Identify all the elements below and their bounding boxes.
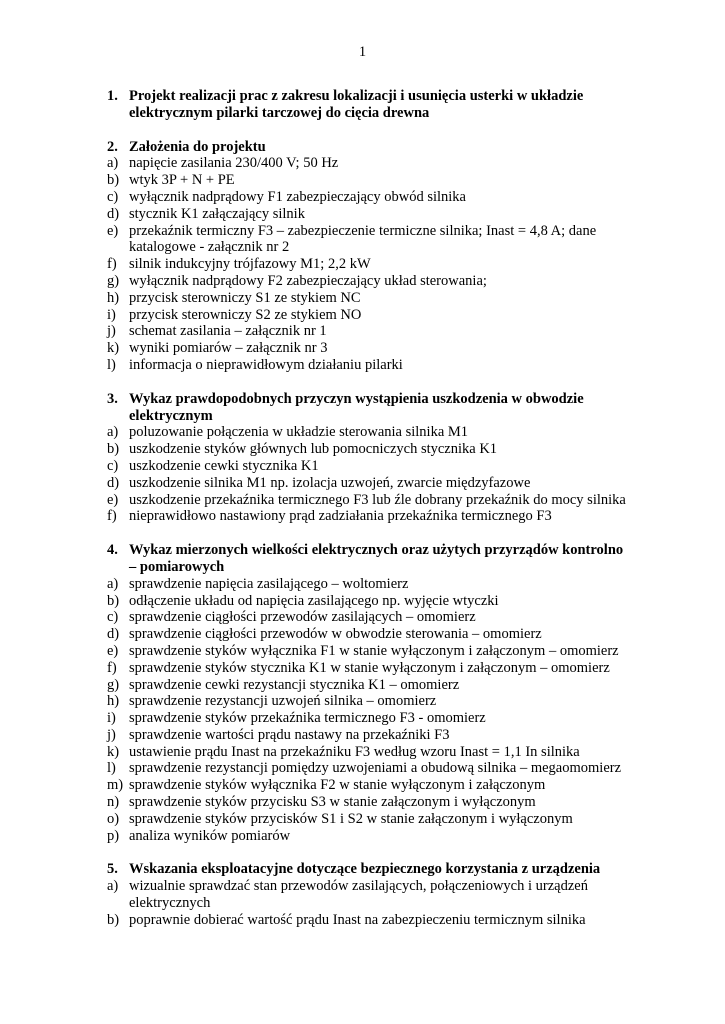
list-item-text: schemat zasilania – załącznik nr 1 (129, 323, 327, 340)
list-item (107, 912, 627, 929)
list-item-marker: b) (107, 441, 120, 458)
list-item (107, 441, 627, 458)
list-item-marker: e) (107, 491, 119, 508)
section-number: 4. (107, 542, 118, 559)
list-item-marker: b) (107, 592, 120, 609)
section-heading (107, 139, 627, 156)
section-2 (107, 139, 627, 374)
section-1 (107, 88, 627, 122)
section-5 (107, 861, 627, 928)
list-item-text: analiza wyników pomiarów (129, 827, 291, 844)
section-heading (107, 861, 627, 878)
list-item (107, 508, 627, 525)
list-item-text: napięcie zasilania 230/400 V; 50 Hz (129, 155, 339, 172)
list-item (107, 172, 627, 189)
list-item (107, 677, 627, 694)
list-item-marker: d) (107, 474, 120, 491)
list-item (107, 357, 627, 374)
list-item (107, 777, 627, 794)
list-item (107, 828, 627, 845)
list-item-text: sprawdzenie rezystancji uzwojeń silnika – omomierz (129, 693, 437, 710)
section-heading (107, 88, 627, 122)
list-item (107, 458, 627, 475)
list-item-marker: i) (107, 306, 116, 323)
list-item-text: wyłącznik nadprądowy F1 zabezpieczający obwód silnika (129, 188, 466, 205)
list-item-marker: l) (107, 760, 116, 777)
list-item-text: uszkodzenie cewki stycznika K1 (129, 457, 319, 474)
section-heading (107, 391, 627, 425)
list-item (107, 643, 627, 660)
list-item-marker: a) (107, 878, 119, 895)
section-title: Wykaz mierzonych wielkości elektrycznych oraz użytych przyrządów kontrolno – pomiarowych (129, 542, 624, 575)
list-item (107, 609, 627, 626)
list-item (107, 155, 627, 172)
list-item-text: stycznik K1 załączający silnik (129, 205, 305, 222)
list-item-text: sprawdzenie styków przekaźnika termicznego F3 - omomierz (129, 710, 486, 727)
list-item-text: sprawdzenie wartości prądu nastawy na przekaźniki F3 (129, 726, 450, 743)
list-item (107, 424, 627, 441)
list-item-marker: c) (107, 609, 119, 626)
list-item-marker: b) (107, 911, 120, 928)
section-heading (107, 542, 627, 576)
list-item (107, 593, 627, 610)
list-item-text: nieprawidłowo nastawiony prąd zadziałania przekaźnika termicznego F3 (129, 508, 552, 525)
list-item-marker: j) (107, 726, 116, 743)
list-item (107, 189, 627, 206)
list-item-text: odłączenie układu od napięcia zasilającego np. wyjęcie wtyczki (129, 592, 499, 609)
list-item (107, 710, 627, 727)
list-item-marker: e) (107, 222, 119, 239)
list-item (107, 693, 627, 710)
section-number: 5. (107, 861, 118, 878)
list-item-marker: j) (107, 323, 116, 340)
list-item-marker: h) (107, 693, 120, 710)
list-item-marker: o) (107, 810, 120, 827)
list-item-text: sprawdzenie styków stycznika K1 w stanie wyłączonym i załączonym – omomierz (129, 659, 610, 676)
list-item-marker: p) (107, 827, 120, 844)
list-item-marker: f) (107, 659, 117, 676)
list-item-text: sprawdzenie rezystancji pomiędzy uzwojeniami a obudową silnika – megaomomierz (129, 760, 622, 777)
list-item (107, 475, 627, 492)
list-item-text: wtyk 3P + N + PE (129, 172, 235, 189)
list-item-text: przycisk sterowniczy S2 ze stykiem NO (129, 306, 362, 323)
section-title: Wskazania eksploatacyjne dotyczące bezpiecznego korzystania z urządzenia (129, 861, 601, 878)
list-item-text: poluzowanie połączenia w układzie sterowania silnika M1 (129, 424, 469, 441)
list-item-marker: g) (107, 676, 120, 693)
list-item-marker: k) (107, 743, 120, 760)
section-4 (107, 542, 627, 844)
list-item (107, 492, 627, 509)
section-title: Projekt realizacji prac z zakresu lokalizacji i usunięcia usterki w układzie elektrycznym pilarki tarczowej do cięcia drewna (129, 88, 584, 121)
list-item-text: silnik indukcyjny trójfazowy M1; 2,2 kW (129, 256, 371, 273)
section-number: 3. (107, 390, 118, 407)
list-item-text: sprawdzenie styków wyłącznika F2 w stanie wyłączonym i załączonym (129, 777, 546, 794)
section-3 (107, 391, 627, 525)
list-item-text: informacja o nieprawidłowym działaniu pilarki (129, 356, 403, 373)
list-item-text: sprawdzenie styków wyłącznika F1 w stanie wyłączonym i załączonym – omomierz (129, 642, 619, 659)
list-item (107, 811, 627, 828)
list-item-text: wyłącznik nadprądowy F2 zabezpieczający układ sterowania; (129, 272, 487, 289)
list-item-text: przekaźnik termiczny F3 – zabezpieczenie termiczne silnika; Inast = 4,8 A; dane katalogowe - załącznik nr 2 (129, 222, 597, 256)
list-item-marker: b) (107, 172, 120, 189)
list-item-text: sprawdzenie napięcia zasilającego – woltomierz (129, 575, 409, 592)
list-item-text: sprawdzenie ciągłości przewodów w obwodzie sterowania – omomierz (129, 626, 542, 643)
list-item-marker: m) (107, 777, 124, 794)
list-item (107, 307, 627, 324)
list-item-text: wyniki pomiarów – załącznik nr 3 (129, 340, 328, 357)
list-item-marker: a) (107, 424, 119, 441)
list-item-marker: d) (107, 626, 120, 643)
list-item (107, 727, 627, 744)
list-item-text: przycisk sterowniczy S1 ze stykiem NC (129, 289, 361, 306)
list-item (107, 323, 627, 340)
list-item (107, 660, 627, 677)
list-item (107, 760, 627, 777)
list-item (107, 744, 627, 761)
list-item (107, 273, 627, 290)
list-item (107, 794, 627, 811)
list-item-marker: f) (107, 256, 117, 273)
section-title: Wykaz prawdopodobnych przyczyn wystąpienia uszkodzenia w obwodzie elektrycznym (129, 390, 584, 424)
list-item-text: wizualnie sprawdzać stan przewodów zasilających, połączeniowych i urządzeń elektrycznych (129, 878, 588, 912)
section-number: 2. (107, 138, 118, 155)
page-number: 1 (358, 44, 367, 60)
list-item (107, 290, 627, 307)
list-item (107, 878, 627, 912)
list-item (107, 256, 627, 273)
list-item-marker: e) (107, 642, 119, 659)
list-item (107, 206, 627, 223)
list-item-text: sprawdzenie styków przycisku S3 w stanie załączonym i wyłączonym (129, 794, 536, 811)
list-item-text: sprawdzenie ciągłości przewodów zasilających – omomierz (129, 609, 476, 626)
list-item (107, 576, 627, 593)
list-item-text: uszkodzenie silnika M1 np. izolacja uzwojeń, zwarcie międzyfazowe (129, 474, 531, 491)
list-item (107, 223, 627, 257)
list-item-marker: g) (107, 272, 120, 289)
list-item-marker: a) (107, 155, 119, 172)
list-item-marker: d) (107, 205, 120, 222)
document-body (107, 88, 627, 946)
list-item-text: uszkodzenie przekaźnika termicznego F3 lub źle dobrany przekaźnik do mocy silnika (129, 491, 626, 508)
list-item-text: sprawdzenie styków przycisków S1 i S2 w stanie załączonym i wyłączonym (129, 810, 573, 827)
section-title: Założenia do projektu (129, 138, 266, 155)
list-item-text: poprawnie dobierać wartość prądu Inast na zabezpieczeniu termicznym silnika (129, 911, 586, 928)
list-item-marker: c) (107, 188, 119, 205)
list-item-marker: k) (107, 340, 120, 357)
list-item-marker: l) (107, 356, 116, 373)
list-item-marker: h) (107, 289, 120, 306)
section-number: 1. (107, 88, 118, 104)
list-item-marker: c) (107, 457, 119, 474)
list-item-marker: f) (107, 508, 117, 525)
list-item (107, 626, 627, 643)
list-item-text: uszkodzenie styków głównych lub pomocniczych stycznika K1 (129, 441, 498, 458)
list-item-text: ustawienie prądu Inast na przekaźniku F3 według wzoru Inast = 1,1 In silnika (129, 743, 580, 760)
list-item-marker: a) (107, 575, 119, 592)
list-item-marker: i) (107, 710, 116, 727)
list-item-text: sprawdzenie cewki rezystancji stycznika K1 – omomierz (129, 676, 460, 693)
list-item (107, 340, 627, 357)
list-item-marker: n) (107, 794, 120, 811)
